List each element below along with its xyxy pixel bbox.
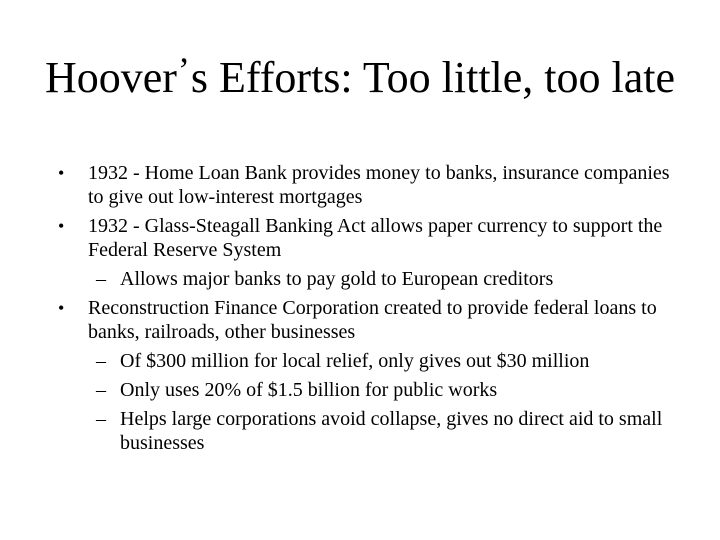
bullet-text: Reconstruction Finance Corporation created to provide federal loans to banks, railroads, other businesses xyxy=(88,297,657,343)
sub-bullet-text: Only uses 20% of $1.5 billion for public works xyxy=(120,379,498,401)
dash-icon: – xyxy=(96,408,106,430)
bullet-item xyxy=(58,161,688,209)
sub-bullet-text: Allows major banks to pay gold to European creditors xyxy=(120,268,554,290)
dash-icon: – xyxy=(96,350,106,372)
sub-bullet-text: Of $300 million for local relief, only gives out $30 million xyxy=(120,350,590,372)
title-text-end: s Efforts: Too little, too late xyxy=(190,53,676,102)
bullet-icon: • xyxy=(58,298,65,318)
bullet-text: 1932 - Home Loan Bank provides money to banks, insurance companies to give out low-interest mortgages xyxy=(88,162,670,208)
sub-bullet-item xyxy=(58,267,688,291)
bullet-icon: • xyxy=(58,216,65,236)
bullet-icon: • xyxy=(58,163,65,183)
sub-bullet-text: Helps large corporations avoid collapse, gives no direct aid to small businesses xyxy=(120,408,663,454)
bullet-item xyxy=(58,296,688,344)
slide-title xyxy=(40,44,680,104)
bullet-list xyxy=(58,161,688,460)
dash-icon: – xyxy=(96,268,106,290)
sub-bullet-item xyxy=(58,378,688,402)
title-text-start: Hoover xyxy=(44,53,177,102)
bullet-item xyxy=(58,214,688,262)
sub-bullet-item xyxy=(58,407,688,455)
dash-icon: – xyxy=(96,379,106,401)
bullet-text: 1932 - Glass-Steagall Banking Act allows paper currency to support the Federal Reserve System xyxy=(88,215,663,261)
title-apostrophe: ’ xyxy=(177,50,190,90)
sub-bullet-item xyxy=(58,349,688,373)
